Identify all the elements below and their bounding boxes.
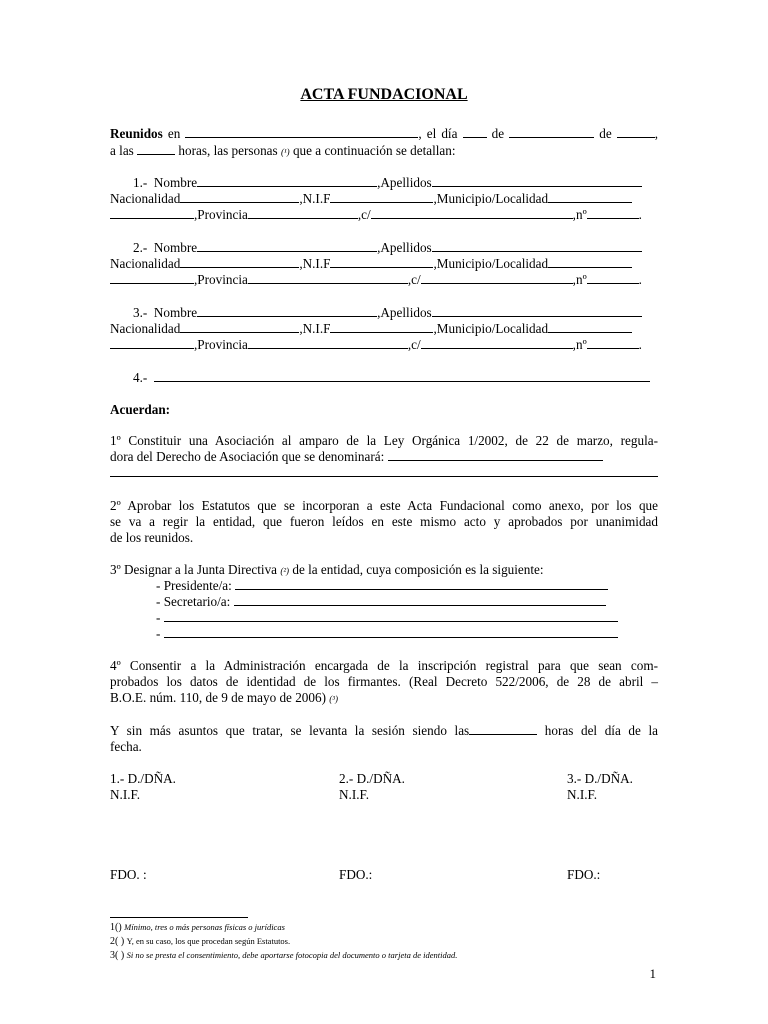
horas-label: horas, las personas bbox=[178, 143, 278, 158]
person-number: 1.- bbox=[133, 175, 148, 190]
agreement-4-text: B.O.E. núm. 110, de 9 de mayo de 2006) bbox=[110, 690, 326, 705]
nif-field[interactable] bbox=[330, 191, 433, 203]
footnote-mark: ( ) bbox=[115, 936, 125, 947]
page-title: ACTA FUNDACIONAL bbox=[300, 86, 468, 103]
footnote-mark-1: (¹) bbox=[280, 147, 290, 157]
signature-nif-label: N.I.F. bbox=[110, 787, 141, 802]
footnote-2 bbox=[110, 936, 290, 947]
member-line-2 bbox=[156, 626, 618, 642]
apellidos-label: ,Apellidos bbox=[377, 305, 432, 320]
month-field[interactable] bbox=[509, 126, 594, 138]
presidente-line bbox=[156, 578, 608, 594]
acuerdan-heading: Acuerdan: bbox=[110, 402, 171, 417]
nacionalidad-label: Nacionalidad bbox=[110, 321, 181, 336]
hour-field[interactable] bbox=[137, 143, 175, 155]
place-field[interactable] bbox=[185, 126, 418, 138]
a-las-label: a las bbox=[110, 143, 134, 158]
nombre-field[interactable] bbox=[197, 240, 377, 252]
member-line-1 bbox=[156, 610, 618, 626]
agreement-2-line-2: se va a regir la entidad, que fueron leídos en este mismo acto y aprobados por unanimidad bbox=[110, 514, 658, 529]
closing-text-b: horas del día de la bbox=[544, 723, 658, 738]
footnote-number: 1 bbox=[110, 922, 115, 933]
agreement-3-text-b: de la entidad, cuya composición es la siguiente: bbox=[292, 562, 544, 577]
agreement-3-text-a: 3º Designar a la Junta Directiva bbox=[110, 562, 278, 577]
agreement-1-text: dora del Derecho de Asociación que se denominará: bbox=[110, 449, 385, 464]
provincia-field[interactable] bbox=[248, 272, 408, 284]
fdo-label-1: FDO. : bbox=[110, 867, 147, 882]
footnote-number: 2 bbox=[110, 936, 115, 947]
nif-label: ,N.I.F bbox=[299, 256, 331, 271]
apellidos-label: ,Apellidos bbox=[377, 240, 432, 255]
agreement-2-line-3: de los reunidos. bbox=[110, 530, 194, 545]
provincia-label: ,Provincia bbox=[194, 337, 248, 352]
municipio-field-cont[interactable] bbox=[110, 207, 194, 219]
footnote-separator bbox=[110, 917, 248, 918]
municipio-label: ,Municipio/Localidad bbox=[433, 321, 549, 336]
year-field[interactable] bbox=[617, 126, 655, 138]
person-number: 2.- bbox=[133, 240, 148, 255]
agreement-2-line-1: 2º Aprobar los Estatutos que se incorporan a este Acta Fundacional como anexo, por los que bbox=[110, 498, 658, 513]
nacionalidad-field[interactable] bbox=[180, 191, 299, 203]
numero-field[interactable] bbox=[587, 207, 639, 219]
closing-hour-field[interactable] bbox=[469, 723, 537, 735]
nacionalidad-field[interactable] bbox=[180, 256, 299, 268]
calle-field[interactable] bbox=[421, 337, 573, 349]
person-3-line-3 bbox=[110, 337, 642, 353]
comma: , bbox=[654, 126, 659, 141]
apellidos-label: ,Apellidos bbox=[377, 175, 432, 190]
footnote-text: Si no se presta el consentimiento, debe aportarse fotocopia del documento o tarjeta de identidad. bbox=[126, 950, 458, 960]
association-name-field[interactable] bbox=[388, 449, 603, 461]
fdo-label-3: FDO.: bbox=[567, 867, 601, 882]
municipio-field[interactable] bbox=[548, 256, 632, 268]
agreement-4-line-1: 4º Consentir a la Administración encargada de la inscripción registral para que sean com- bbox=[110, 658, 658, 673]
agreement-1-line-3 bbox=[110, 465, 658, 481]
signature-name-label: 1.- D./DÑA. bbox=[110, 771, 176, 786]
municipio-field-cont[interactable] bbox=[110, 337, 194, 349]
period: . bbox=[638, 337, 642, 352]
person-3-line-1 bbox=[133, 305, 642, 321]
footnote-text: Y, en su caso, los que procedan según Estatutos. bbox=[126, 936, 291, 946]
municipio-label: ,Municipio/Localidad bbox=[433, 191, 549, 206]
municipio-label: ,Municipio/Localidad bbox=[433, 256, 549, 271]
nombre-field[interactable] bbox=[197, 175, 377, 187]
provincia-field[interactable] bbox=[248, 337, 408, 349]
fdo-label-2: FDO.: bbox=[339, 867, 373, 882]
footnote-3 bbox=[110, 950, 457, 961]
footnote-1 bbox=[110, 922, 285, 933]
numero-label: ,nº bbox=[572, 207, 587, 222]
secretario-label: - Secretario/a: bbox=[156, 594, 231, 609]
page-number: 1 bbox=[649, 966, 656, 981]
person-2-line-2 bbox=[110, 256, 632, 272]
calle-label: ,c/ bbox=[357, 207, 371, 222]
apellidos-field[interactable] bbox=[432, 240, 642, 252]
agreement-4-line-2: probados los datos de identidad de los firmantes. (Real Decreto 522/2006, de 28 de abril – bbox=[110, 674, 658, 689]
en-label: en bbox=[167, 126, 181, 141]
signature-block-3 bbox=[567, 771, 633, 803]
apellidos-field[interactable] bbox=[432, 175, 642, 187]
calle-label: ,c/ bbox=[407, 272, 421, 287]
closing-text-a: Y sin más asuntos que tratar, se levanta la sesión siendo las bbox=[110, 723, 470, 738]
municipio-field-cont[interactable] bbox=[110, 272, 194, 284]
association-name-field-cont[interactable] bbox=[110, 465, 658, 477]
period: . bbox=[638, 272, 642, 287]
nacionalidad-field[interactable] bbox=[180, 321, 299, 333]
intro-line-1 bbox=[110, 126, 658, 142]
numero-field[interactable] bbox=[587, 272, 639, 284]
period: . bbox=[638, 207, 642, 222]
person-2-line-1 bbox=[133, 240, 642, 256]
person-4-line bbox=[133, 370, 650, 386]
closing-line-2: fecha. bbox=[110, 739, 142, 754]
signature-name-label: 3.- D./DÑA. bbox=[567, 771, 633, 786]
intro-rest: que a continuación se detallan: bbox=[292, 143, 456, 158]
numero-label: ,nº bbox=[572, 337, 587, 352]
dia-label: , el día bbox=[418, 126, 458, 141]
day-field[interactable] bbox=[463, 126, 487, 138]
provincia-label: ,Provincia bbox=[194, 207, 248, 222]
person-3-line-2 bbox=[110, 321, 632, 337]
footnote-mark-2: (²) bbox=[280, 566, 290, 576]
agreement-1-line-1: 1º Constituir una Asociación al amparo de la Ley Orgánica 1/2002, de 22 de marzo, regula- bbox=[110, 433, 658, 448]
person-number: 4.- bbox=[133, 370, 148, 385]
de-label-2: de bbox=[599, 126, 612, 141]
closing-line-1 bbox=[110, 723, 658, 739]
member-field-2[interactable] bbox=[164, 626, 618, 638]
reunidos-label: Reunidos bbox=[110, 126, 163, 141]
agreement-3-line-1 bbox=[110, 562, 544, 578]
footnote-mark: ( ) bbox=[115, 950, 125, 961]
person-1-line-3 bbox=[110, 207, 642, 223]
signature-nif-label: N.I.F. bbox=[567, 787, 598, 802]
nacionalidad-label: Nacionalidad bbox=[110, 191, 181, 206]
apellidos-field[interactable] bbox=[432, 305, 642, 317]
footnote-mark: () bbox=[115, 922, 122, 933]
person-number: 3.- bbox=[133, 305, 148, 320]
secretario-field[interactable] bbox=[234, 594, 606, 606]
de-label-1: de bbox=[491, 126, 505, 141]
presidente-field[interactable] bbox=[235, 578, 608, 590]
provincia-field[interactable] bbox=[248, 207, 358, 219]
nombre-field[interactable] bbox=[197, 305, 377, 317]
nif-label: ,N.I.F bbox=[299, 321, 331, 336]
calle-field[interactable] bbox=[421, 272, 573, 284]
intro-line-2 bbox=[110, 143, 456, 159]
calle-label: ,c/ bbox=[407, 337, 421, 352]
footnote-mark-3: (³) bbox=[329, 694, 338, 704]
numero-label: ,nº bbox=[572, 272, 587, 287]
nombre-label: Nombre bbox=[153, 305, 198, 320]
numero-field[interactable] bbox=[587, 337, 639, 349]
agreement-1-line-2 bbox=[110, 449, 658, 465]
person-1-line-1 bbox=[133, 175, 642, 191]
nacionalidad-label: Nacionalidad bbox=[110, 256, 181, 271]
agreement-4-line-3 bbox=[110, 690, 658, 706]
signature-block-2 bbox=[339, 771, 405, 803]
dash: - bbox=[156, 626, 161, 641]
nombre-label: Nombre bbox=[153, 240, 198, 255]
footnote-text: Mínimo, tres o más personas físicas o jurídicas bbox=[124, 922, 285, 932]
signature-nif-label: N.I.F. bbox=[339, 787, 370, 802]
secretario-line bbox=[156, 594, 606, 610]
person-1-line-2 bbox=[110, 191, 632, 207]
municipio-field[interactable] bbox=[548, 191, 632, 203]
signature-block-1 bbox=[110, 771, 176, 803]
nombre-label: Nombre bbox=[153, 175, 198, 190]
person-2-line-3 bbox=[110, 272, 642, 288]
calle-field[interactable] bbox=[371, 207, 573, 219]
signature-name-label: 2.- D./DÑA. bbox=[339, 771, 405, 786]
footnote-number: 3 bbox=[110, 950, 115, 961]
member-field-1[interactable] bbox=[164, 610, 618, 622]
person-4-field[interactable] bbox=[154, 370, 650, 382]
provincia-label: ,Provincia bbox=[194, 272, 248, 287]
presidente-label: - Presidente/a: bbox=[156, 578, 232, 593]
municipio-field[interactable] bbox=[548, 321, 632, 333]
nif-field[interactable] bbox=[330, 321, 433, 333]
nif-field[interactable] bbox=[330, 256, 433, 268]
dash: - bbox=[156, 610, 161, 625]
nif-label: ,N.I.F bbox=[299, 191, 331, 206]
